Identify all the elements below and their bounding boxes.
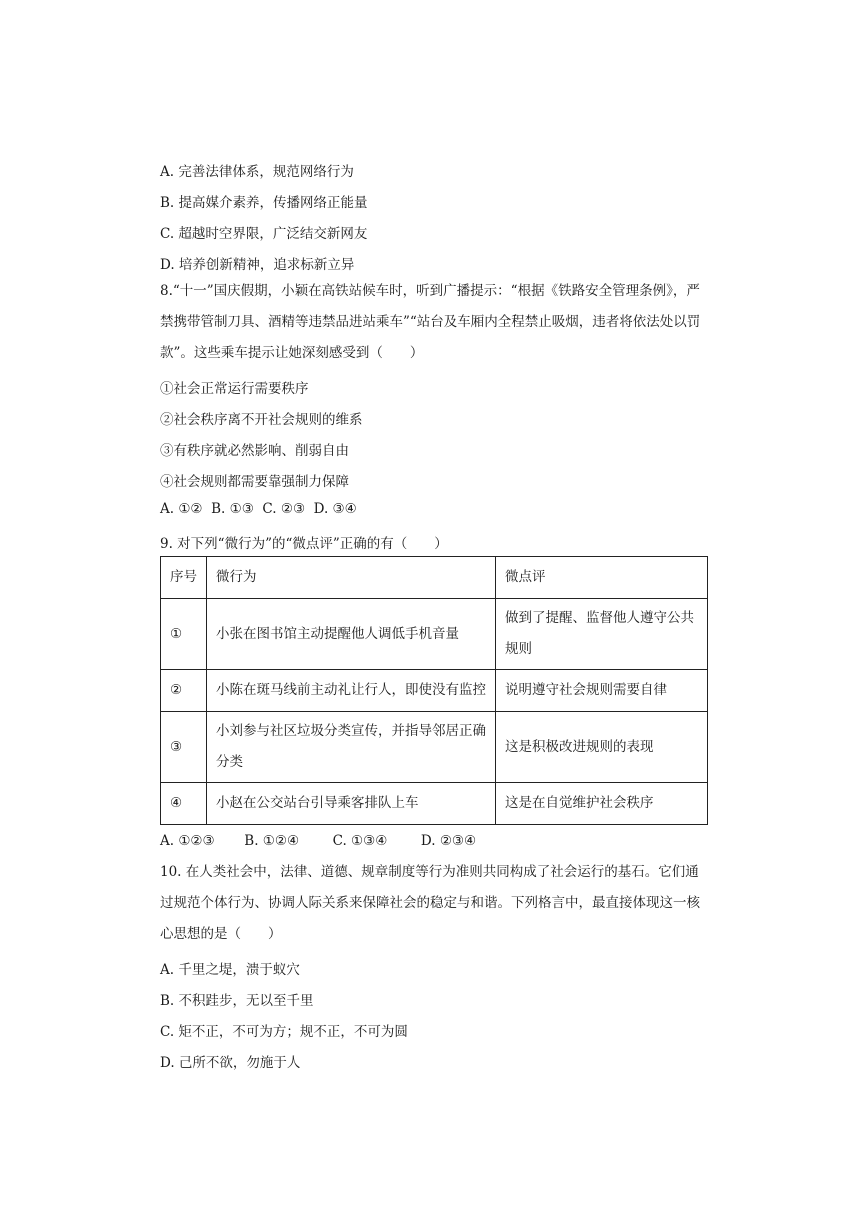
q9-option-a: A. ①②③ <box>160 833 215 849</box>
q8-stem-line: 禁携带管制刀具、酒精等违禁品进站乘车”“站台及车厢内全程禁止吸烟，违者将依法处以罚 <box>160 314 701 330</box>
table-row <box>161 712 708 783</box>
q8-stem <box>160 276 710 369</box>
row-behavior: 小陈在斑马线前主动礼让行人，即使没有监控 <box>207 670 496 712</box>
q7-option-a: A. 完善法律体系，规范网络行为 <box>160 164 354 180</box>
q8-options: A. ①② B. ①③ C. ②③ D. ③④ <box>160 501 357 517</box>
q8-statement-4: ④社会规则都需要靠强制力保障 <box>160 474 349 490</box>
q9-table <box>160 556 708 825</box>
q7-option-c: C. 超越时空界限，广泛结交新网友 <box>160 226 368 242</box>
row-behavior: 小张在图书馆主动提醒他人调低手机音量 <box>207 599 496 670</box>
row-comment: 说明遵守社会规则需要自律 <box>496 670 708 712</box>
row-index: ③ <box>161 712 207 783</box>
table-row <box>161 783 708 825</box>
row-index: ④ <box>161 783 207 825</box>
q8-stem-line: 8.“十一”国庆假期，小颖在高铁站候车时，听到广播提示：“根据《铁路安全管理条例》，严 <box>160 283 700 299</box>
q8-statement-2: ②社会秩序离不开社会规则的维系 <box>160 412 363 428</box>
q10-stem <box>160 857 710 950</box>
header-behavior: 微行为 <box>207 557 496 599</box>
header-index: 序号 <box>161 557 207 599</box>
table-header-row <box>161 557 708 599</box>
row-index: ① <box>161 599 207 670</box>
header-comment: 微点评 <box>496 557 708 599</box>
q10-option-b: B. 不积跬步，无以至千里 <box>160 993 314 1009</box>
row-comment: 这是在自觉维护社会秩序 <box>496 783 708 825</box>
table-row <box>161 670 708 712</box>
q10-stem-line: 心思想的是（ ） <box>160 926 282 942</box>
row-index: ② <box>161 670 207 712</box>
q9-option-d: D. ②③④ <box>420 833 477 849</box>
q9-options <box>160 833 476 849</box>
q9-stem: 9. 对下列“微行为”的“微点评”正确的有（ ） <box>160 536 448 552</box>
q9-option-b: B. ①②④ <box>244 833 300 849</box>
q10-option-a: A. 千里之堤，溃于蚁穴 <box>160 962 300 978</box>
q7-option-d: D. 培养创新精神，追求标新立异 <box>160 257 355 273</box>
row-comment: 这是积极改进规则的表现 <box>496 712 708 783</box>
q10-stem-line: 10. 在人类社会中，法律、道德、规章制度等行为准则共同构成了社会运行的基石。它们通 <box>160 864 699 880</box>
q10-option-d: D. 己所不欲，勿施于人 <box>160 1055 301 1071</box>
table-row <box>161 599 708 670</box>
q7-option-b: B. 提高媒介素养，传播网络正能量 <box>160 195 368 211</box>
q8-statement-1: ①社会正常运行需要秩序 <box>160 381 309 397</box>
q8-stem-line: 款”。这些乘车提示让她深刻感受到（ ） <box>160 345 424 361</box>
q9-option-c: C. ①③④ <box>332 833 388 849</box>
q10-option-c: C. 矩不正，不可为方；规不正，不可为圆 <box>160 1024 408 1040</box>
row-behavior: 小赵在公交站台引导乘客排队上车 <box>207 783 496 825</box>
row-comment: 做到了提醒、监督他人遵守公共规则 <box>496 599 708 670</box>
row-behavior: 小刘参与社区垃圾分类宣传，并指导邻居正确分类 <box>207 712 496 783</box>
q8-statement-3: ③有秩序就必然影响、削弱自由 <box>160 443 349 459</box>
q10-stem-line: 过规范个体行为、协调人际关系来保障社会的稳定与和谐。下列格言中，最直接体现这一核 <box>160 895 700 911</box>
